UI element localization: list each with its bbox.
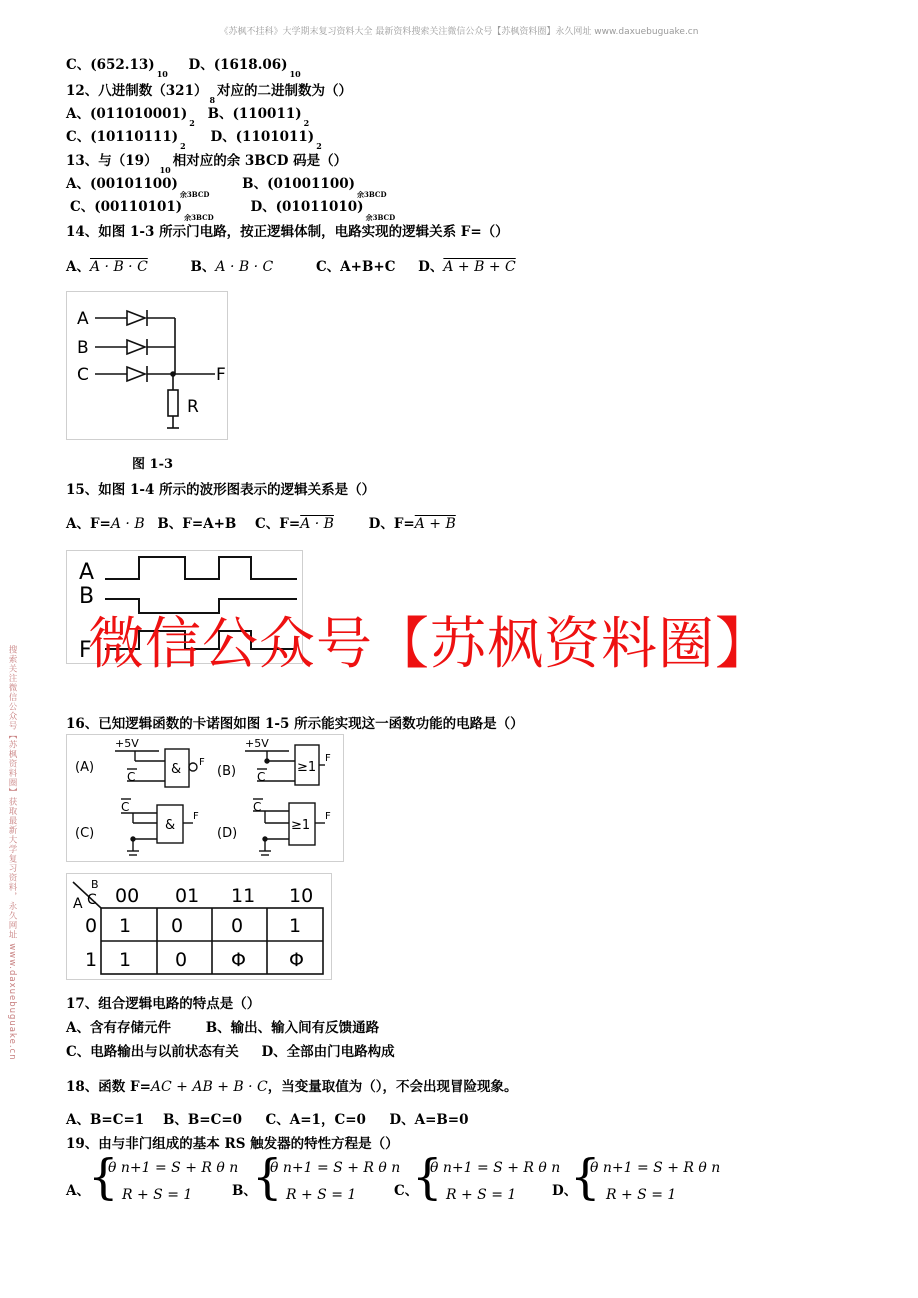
option-a-cbar: C (127, 770, 136, 784)
q19-option-c-eq1: θ n+1 = S + R θ n (430, 1160, 561, 1176)
karnaugh-map (66, 873, 332, 980)
q19-option-d-eq2: R + S = 1 (606, 1187, 677, 1203)
q15-stem: 15、如图 1-4 所示的波形图表示的逻辑关系是（） (66, 482, 376, 498)
q17-option-a: A、含有存储元件 (66, 1020, 171, 1036)
kmap-cell: 1 (119, 949, 132, 971)
option-c-gate-and: & (165, 818, 176, 833)
option-b-cbar: C (257, 770, 266, 784)
q15-options: A、F=A · B B、F=A+B C、F=A · B D、F=A + B (66, 516, 456, 532)
option-a-vcc: +5V (115, 737, 139, 750)
q17-option-d: D、全部由门电路构成 (261, 1044, 395, 1060)
q19-option-d-eq1: θ n+1 = S + R θ n (590, 1160, 721, 1176)
q13-options-ab: A、$(00101100)_{余3BCD}$ B、$(01001100)_{余3BCD}$ (66, 176, 387, 199)
q12-options-ab: A、$(011010001)_2$ B、$(110011)_2$ (66, 106, 310, 128)
q17-option-b: B、输出、输入间有反馈通路 (205, 1020, 380, 1036)
q15-option-b: B、F=A+B (157, 516, 237, 532)
q13-options-cd: C、$(00110101)_{余3BCD}$ D、$(01011010)_{余3BCD}$ (70, 199, 396, 222)
kmap-cell: Φ (231, 949, 246, 971)
kmap-var-b: B (91, 878, 99, 891)
figure-1-3 (66, 291, 228, 440)
q19-option-a-brace: { (88, 1149, 119, 1205)
kmap-cell: 0 (175, 949, 188, 971)
option-b-gate-or: ≥1 (297, 760, 317, 775)
q16-stem: 16、已知逻辑函数的卡诺图如图 1-5 所示能实现这一函数功能的电路是（） (66, 716, 524, 732)
kmap-col-header: 00 (115, 885, 140, 907)
q17-options-ab (66, 1016, 379, 1036)
q19-option-d-label: D、 (552, 1183, 578, 1199)
q15-option-c-expr: A · B (300, 516, 334, 532)
fig13-label-b: B (77, 338, 89, 358)
option-c-out: F (193, 811, 199, 822)
option-c-cbar: C (121, 800, 130, 814)
option-a-gate-and: & (171, 762, 182, 777)
kmap-var-a: A (73, 896, 83, 912)
fig13-label-c: C (77, 365, 89, 385)
q19-stem: 19、由与非门组成的基本 RS 触发器的特性方程是（） (66, 1136, 399, 1152)
q19-option-b-brace: { (252, 1149, 283, 1205)
fig14-label-f: F (79, 638, 92, 663)
q13-option-a: A、(00101100) (66, 176, 178, 192)
kmap-col-header: 01 (175, 885, 200, 907)
q14-option-d-expr: A + B + C (443, 259, 516, 275)
q14-option-c: C、A+B+C (315, 259, 396, 275)
option-a-label: (A) (75, 760, 95, 775)
q14-option-a-expr: A · B · C (89, 259, 148, 275)
q14-option-b-expr: A · B · C (215, 259, 274, 275)
q12-option-d: D、(1101011) (210, 129, 315, 145)
q12-stem: 12、八进制数$(321)_8$对应的二进制数为（） (66, 83, 353, 105)
kmap-var-c: C (87, 892, 97, 908)
fig14-label-b: B (79, 584, 95, 609)
q12-option-a: A、(011010001) (66, 106, 188, 122)
fig14-label-a: A (79, 560, 95, 585)
option-b-label: (B) (217, 764, 237, 779)
q13-stem: 13、与$(19)_{10}$相对应的余 3BCD 码是（） (66, 153, 348, 175)
kmap-row-header: 1 (85, 949, 98, 971)
q15-option-a-expr: A · B (110, 516, 145, 532)
kmap-cell: 0 (171, 915, 184, 937)
q19-option-c-brace: { (412, 1149, 443, 1205)
option-d-out: F (325, 811, 331, 822)
kmap-col-header: 10 (289, 885, 314, 907)
kmap-col-header: 11 (231, 885, 256, 907)
option-d-label: (D) (217, 826, 238, 841)
option-d-cbar: C (253, 800, 262, 814)
q13-option-c: C、(00110101) (70, 199, 183, 215)
q17-option-c: C、电路输出与以前状态有关 (66, 1044, 239, 1060)
kmap-cell: 1 (289, 915, 302, 937)
circuit-options-diagram (67, 735, 343, 861)
figure-1-5-circuits (66, 734, 344, 862)
q14-stem: 14、如图 1-3 所示门电路，按正逻辑体制，电路实现的逻辑关系 F=（） (66, 224, 509, 240)
q14-options: A、A · B · C B、A · B · C C、A+B+C D、A + B + C (66, 259, 516, 275)
q18-options: A、B=C=1 B、B=C=0 C、A=1，C=0 D、A=B=0 (66, 1112, 469, 1128)
kmap-cell: 0 (231, 915, 244, 937)
kmap-cell: 1 (119, 915, 132, 937)
kmap-cell: Φ (289, 949, 304, 971)
q19-option-a-eq2: R + S = 1 (122, 1187, 193, 1203)
side-banner-text: 搜索关注微信公众号【苏枫资料圈】获取最新大学复习资料，永久网址 www.daxuebuguake.cn (7, 645, 17, 1061)
q19-option-b-eq2: R + S = 1 (286, 1187, 357, 1203)
q15-option-d-expr: A + B (414, 516, 456, 532)
page-header: 《苏枫不挂科》大学期末复习资料大全 最新资料搜索关注微信公众号【苏枫资料圈】永久网址 www.daxuebuguake.cn (219, 27, 699, 37)
q19-option-d-brace: { (570, 1149, 601, 1205)
q17-options-cd (66, 1040, 395, 1060)
q11-options: C、$(652.13)_{10}$ D、$(1618.06)_{10}$ (66, 57, 301, 79)
q12-option-b: B、(110011) (207, 106, 302, 122)
q18-function-expr: AC + AB + B · C (150, 1079, 268, 1095)
q19-option-a-eq1: θ n+1 = S + R θ n (108, 1160, 239, 1176)
option-d-gate-or: ≥1 (291, 818, 311, 833)
option-b-vcc: +5V (245, 737, 269, 750)
fig13-label-f: F (216, 365, 226, 385)
diode-gate-diagram (67, 292, 227, 439)
q19-option-b-label: B、 (232, 1183, 257, 1199)
q17-stem: 17、组合逻辑电路的特点是（） (66, 996, 261, 1012)
figure-1-3-caption: 图 1-3 (132, 457, 174, 472)
option-a-out: F (199, 757, 205, 768)
q19-option-c-eq2: R + S = 1 (446, 1187, 517, 1203)
q13-option-b: B、(01001100) (242, 176, 356, 192)
option-b-out: F (325, 753, 331, 764)
q11-option-c: C、(652.13) (66, 57, 155, 73)
q11-option-d: D、(1618.06) (188, 57, 288, 73)
option-c-label: (C) (75, 826, 95, 841)
q13-option-d: D、(01011010) (250, 199, 364, 215)
watermark-text: 微信公众号【苏枫资料圈】 (88, 612, 772, 677)
q18-stem: 18、函数 F=AC + AB + B · C，当变量取值为（），不会出现冒险现象。 (66, 1079, 518, 1095)
q19-option-b-eq1: θ n+1 = S + R θ n (270, 1160, 401, 1176)
karnaugh-map-grid (67, 874, 331, 979)
q19-option-c-label: C、 (394, 1183, 419, 1199)
q12-option-c: C、(10110111) (66, 129, 179, 145)
kmap-row-header: 0 (85, 915, 98, 937)
fig13-label-a: A (77, 309, 89, 329)
fig13-label-r: R (187, 397, 199, 417)
q19-option-a-label: A、 (66, 1183, 90, 1199)
q12-options-cd: C、$(10110111)_2$ D、$(1101011)_2$ (66, 129, 322, 151)
